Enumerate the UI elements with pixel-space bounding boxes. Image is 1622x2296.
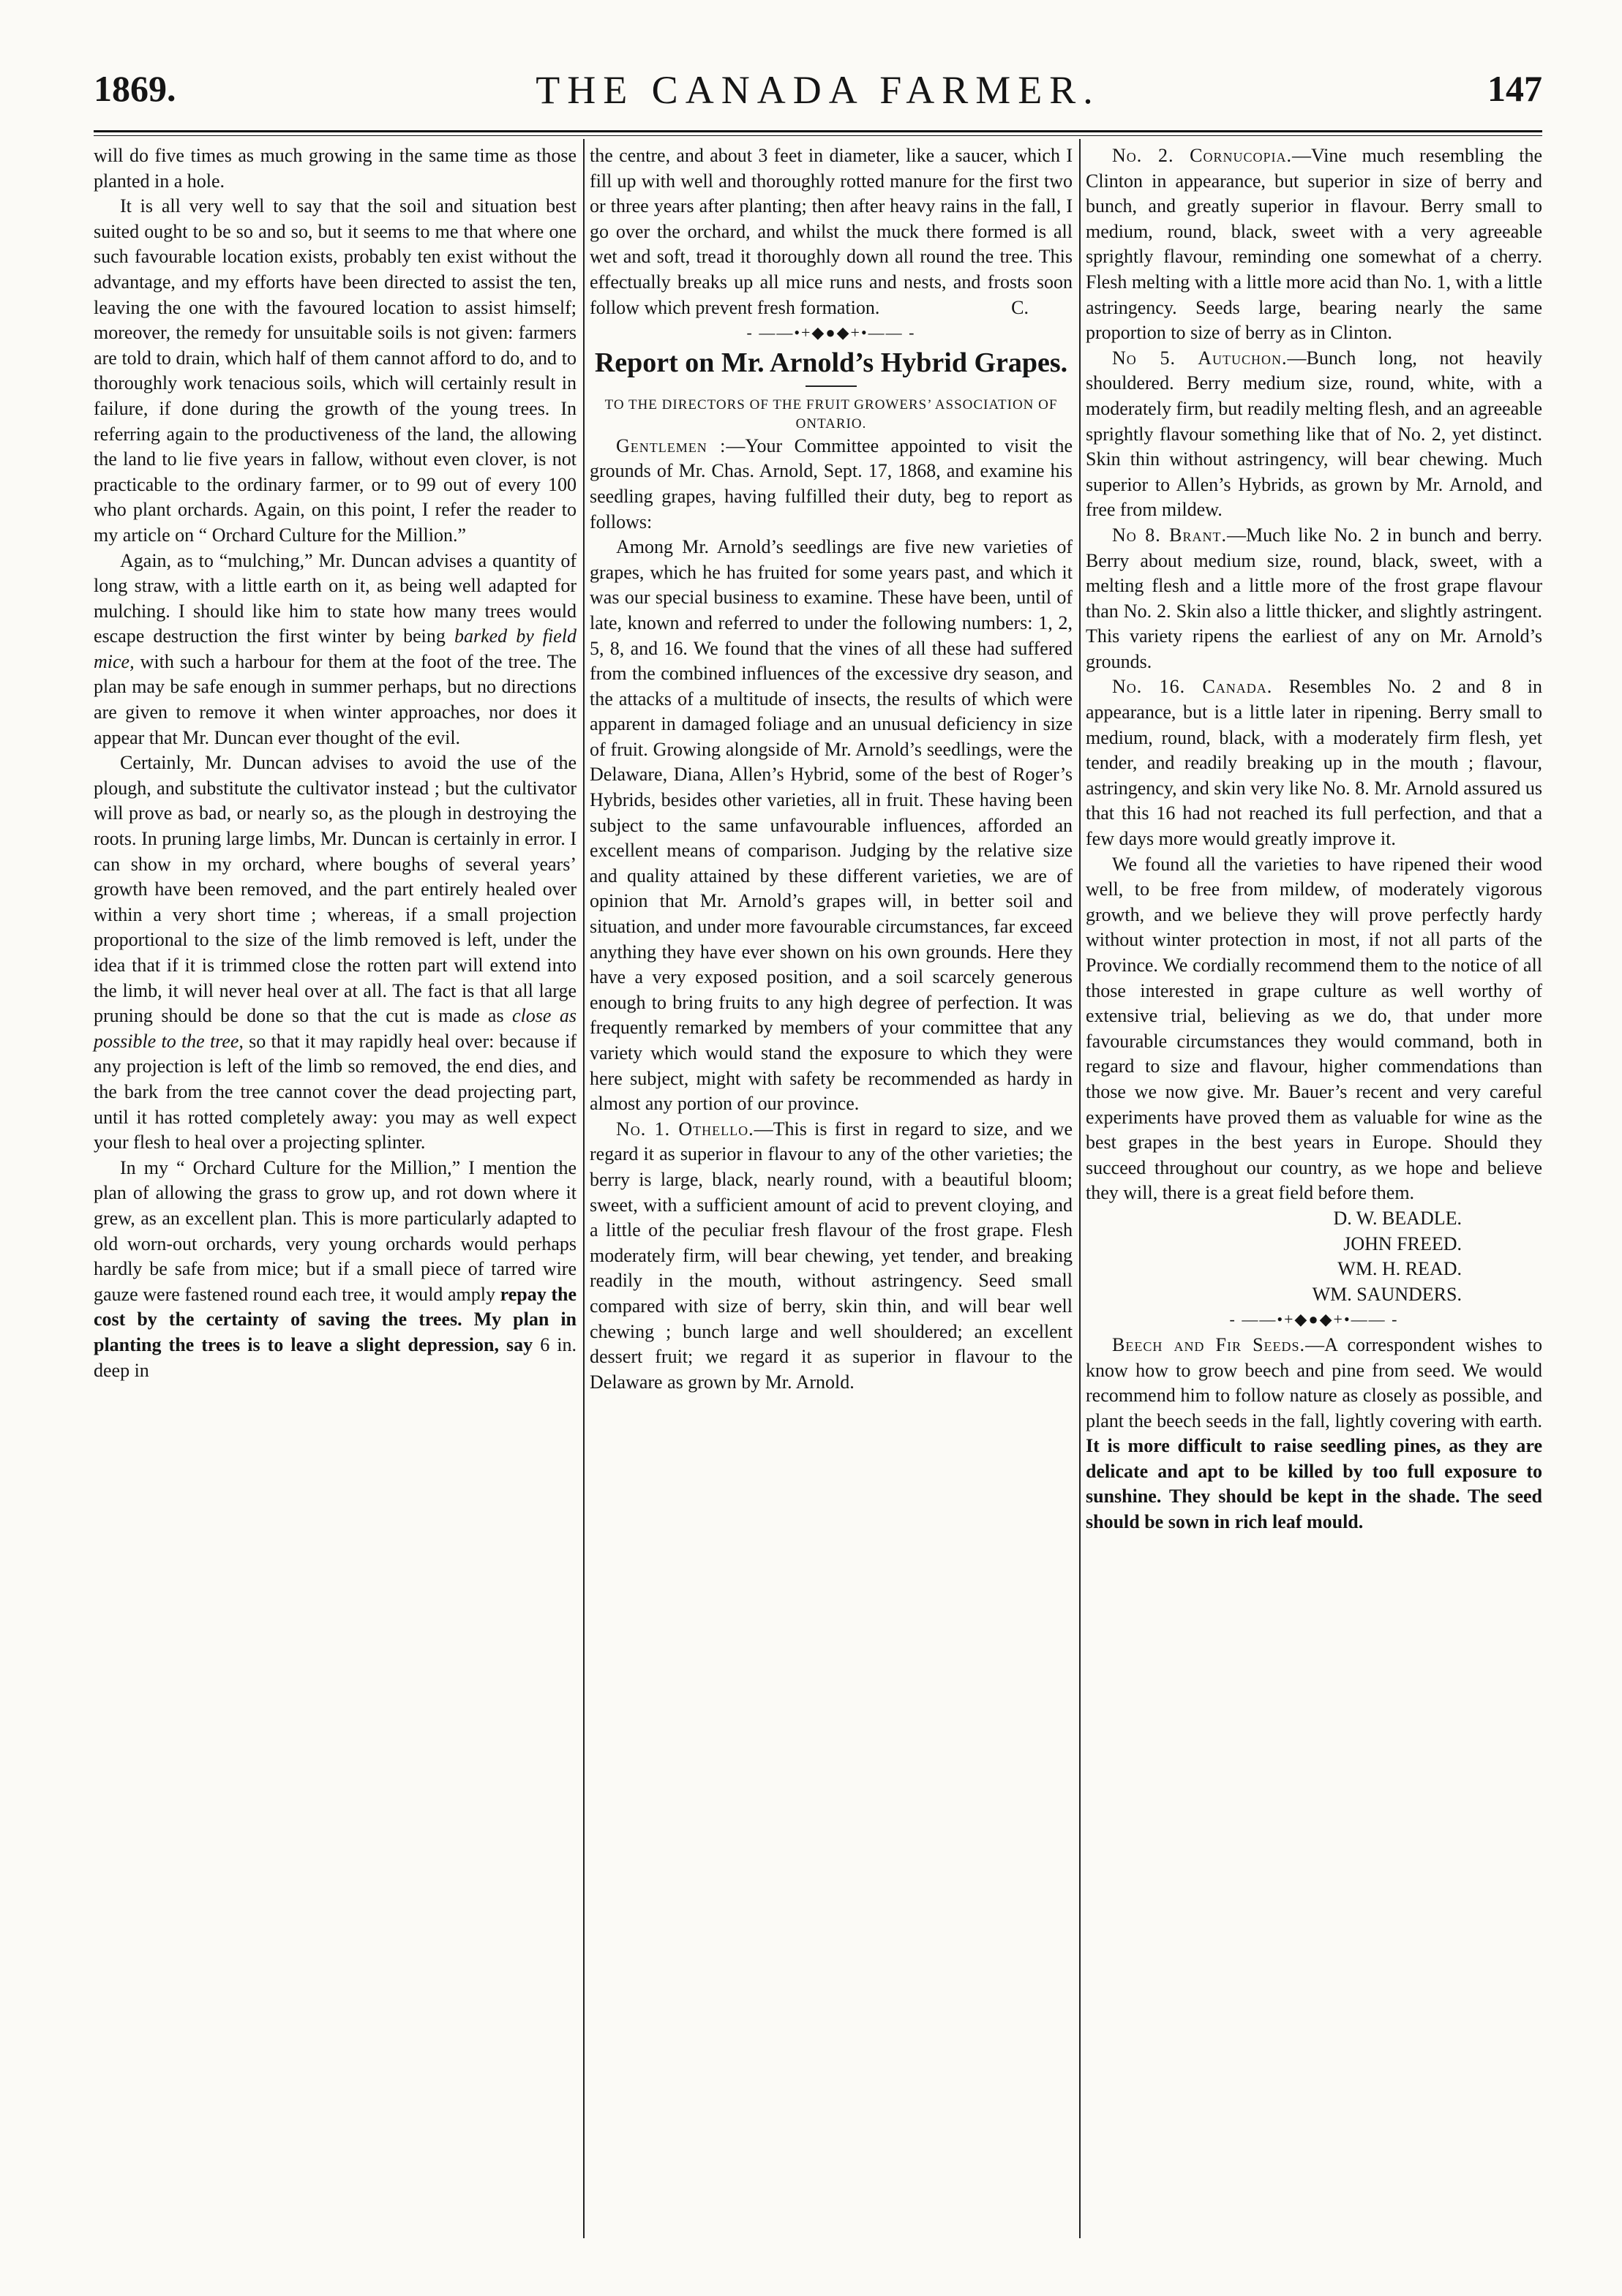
header-rule-thin [94,135,1542,136]
article-headline: Report on Mr. Arnold’s Hybrid Grapes. [594,347,1068,378]
col2-p1-signature: C. [1011,296,1029,318]
signature-4: WM. SAUNDERS. [1312,1283,1462,1305]
headline-rule [806,385,857,387]
col3-paragraph-4 [1086,674,1542,851]
column-divider-1 [583,139,585,2238]
col1-p3-italic: barked by field mice, [94,625,577,672]
col3-p6-lead: Beech and Fir Seeds. [1112,1333,1306,1355]
header-rule [94,130,1542,132]
col3-paragraph-2 [1086,346,1542,523]
col1-p5-bold: repay the cost by the certainty of saving the trees. My plan in planting the trees is to leave a slight depression, say [94,1283,577,1355]
col1-p3-text-a: Again, as to “mulching,” Mr. Duncan advises a quantity of long straw, with a little earth on it, as being well adapted for mulching. I should like him to state how many trees would escape destruction the first winter by being [94,549,577,647]
col1-p4-text-a: Certainly, Mr. Duncan advises to avoid the use of the plough, and substitute the cultivator instead ; but the cultivator will prove as bad, or nearly so, as the plough in destroying the roots. In pruning large limbs, Mr. Duncan is certainly in error. I can show in my orchard, where boughs of several years’ growth have been removed, and the part entirely healed over within a very short time ; whereas, if a small projection proportional to the size of the limb removed is left, under the idea that if it is trimmed close the rotten part will extend into the limb, it will never heal over at all. The fact is that all large pruning should be done so that the cut is made as [94,752,577,1027]
col1-p5-text-a: In my “ Orchard Culture for the Million,” I mention the plan of allowing the grass to grow up, and rot down where it grew, as an excellent plan. This is more particularly adapted to old worn-out orchards, very young orchards would perhaps hardly be safe from mice; but if a small piece of tarred wire gauze were fastened round each tree, it would amply [94,1156,577,1305]
col2-p4-lead: No. 1. Othello. [616,1118,754,1140]
col1-p3-text-b: with such a harbour for them at the foot of the tree. The plan may be safe enough in summer perhaps, but no directions are given to remove it when winter approaches, nor does it appear that Mr. Duncan ever thought of the evil. [94,650,577,748]
section-ornament-2: - ——•+◆●◆+•—— - [1229,1310,1399,1329]
col3-p6-text: —A correspondent wishes to know how to grow beech and pine from seed. We would recommend him to follow nature as closely as possible, and plant the beech seeds in the fall, lightly covering with earth. [1086,1333,1542,1431]
col1-paragraph-1: will do five times as much growing in the same time as those planted in a hole. [94,145,577,192]
col1-paragraph-4 [94,750,577,1156]
col3-paragraph-5: We found all the varieties to have ripened their wood well, to be free from mildew, of moderately vigorous growth, and we believe they will prove perfectly hardy without winter protection in most, if not all parts of the Province. We cordially recommend them to the notice of all those interested in grape culture as well worthy of extensive trial, believing as we do, that under more favourable circumstances they would command, both in regard to size and flavour, higher commendations than those we now give. Mr. Bauer’s recent and very careful experiments have proved them as valuable for wine as the best grapes in the best years in Europe. Should they succeed throughout our country, as we hope and believe they will, there is a great field before them. [1086,853,1542,1204]
header-title: THE CANADA FARMER. [536,68,1100,112]
col3-p3-lead: No 8. Brant. [1112,524,1227,546]
col3-p1-lead: No. 2. Cornucopia. [1112,145,1292,166]
col3-paragraph-1 [1086,143,1542,346]
col1-p4-text-b: so that it may rapidly heal over: because if any projection is left of the limb so removed, the end dies, and the bark from the tree cannot cover the dead projecting part, until it has rotted completely away: you may as well expect your flesh to heal over a projecting splinter. [94,1030,577,1153]
col2-paragraph-1 [590,143,1073,320]
signature-3: WM. H. READ. [1337,1258,1462,1280]
col1-paragraph-5 [94,1156,577,1383]
col3-paragraph-6 [1086,1333,1542,1535]
column-3 [1086,143,1542,1535]
col3-p2-text: —Bunch long, not heavily shouldered. Berry medium size, round, white, with a moderately firm, but readily melting flesh, and an agreeable sprightly flavour something like that of No. 2, yet distinct. Skin thin without astringency, will bear chewing. Much superior to Allen’s Hybrids, as grown by Mr. Arnold, and free from mildew. [1086,347,1542,521]
col3-p2-lead: No 5. Autuchon. [1112,347,1288,369]
page-header [94,67,1542,126]
col1-p5-text-b: 6 in. deep in [94,1333,577,1381]
signature-1: D. W. BEADLE. [1333,1207,1462,1229]
col3-p6-bold: It is more difficult to raise seedling pines, as they are delicate and apt to be killed by too full exposure to sunshine. They should be kept in the shade. The seed should be sown in rich leaf mould. [1086,1435,1542,1533]
col2-p2-text: —Your Committee appointed to visit the grounds of Mr. Chas. Arnold, Sept. 17, 1868, and examine his seedling grapes, having fulfilled their duty, beg to report as follows: [590,434,1073,532]
col2-paragraph-4 [590,1117,1073,1396]
col3-p1-text: —Vine much resembling the Clinton in appearance, but superior in size of berry and bunch, and greatly superior in flavour. Berry small to medium, round, black, sweet with a very agreeable sprightly flavour, reminding one somewhat of a cherry. Flesh melting with a little more acid than No. 1, with a little astringency. Seeds large, bearing nearly the same proportion to size of berry as in Clinton. [1086,145,1542,344]
column-divider-2 [1079,139,1081,2238]
column-2 [590,143,1073,1395]
col3-paragraph-3 [1086,523,1542,675]
col2-p1-text: the centre, and about 3 feet in diameter, like a saucer, which I fill up with well and thoroughly rotted manure for the first two or three years after planting; then after heavy rains in the fall, I go over the orchard, and whilst the muck there formed is all wet and soft, tread it thoroughly down all round the tree. This effectually breaks up all mice runs and nests, and frosts soon follow which prevent fresh formation. [590,145,1073,318]
section-ornament: - ——•+◆●◆+•—— - [746,323,916,342]
column-1 [94,143,577,1383]
header-page-number: 147 [1487,68,1542,109]
col2-paragraph-2 [590,434,1073,535]
col3-p4-text: Resembles No. 2 and 8 in appearance, but is a little later in ripening. Berry small to medium, round, black, with a moderately firm flesh, yet tender, and readily breaking up in the mouth ; flavour, astringency, and skin very like No. 8. Mr. Arnold assured us that this 16 had not reached its full perfection, and that a few days more would greatly improve it. [1086,676,1542,850]
col3-p4-lead: No. 16. Canada. [1112,676,1273,698]
col3-p3-text: —Much like No. 2 in bunch and berry. Berry about medium size, round, black, sweet, with a melting flesh and a little more of the frost grape flavour than No. 2. Skin also a little thicker, and slightly astringent. This variety ripens the earliest of any on Mr. Arnold’s grounds. [1086,524,1542,672]
header-year: 1869. [94,68,176,109]
col2-paragraph-3: Among Mr. Arnold’s seedlings are five new varieties of grapes, which he has fruited for some years past, and which it was our special business to examine. These have been, until of late, known and referred to under the following numbers: 1, 2, 5, 8, and 16. We found that the vines of all these had suffered from the combined influences of the excessive dry season, and the attacks of a multitude of insects, the results of which were apparent in damaged foliage and an unusual deficiency in size of fruit. Growing alongside of Mr. Arnold’s seedlings, were the Delaware, Diana, Allen’s Hybrid, some of the best of Roger’s Hybrids, besides other varieties, all in fruit. These having been subject to the same unfavourable influences, afforded an excellent means of comparison. Judging by the relative size and quality attained by these different varieties, we are of opinion that Mr. Arnold’s grapes will, in better soil and situation, and under more favourable circumstances, far exceed anything they have ever shown on his own grounds. Here they have a very exposed position, and a soil scarcely generous enough to bring fruits to any high degree of perfection. It was frequently remarked by members of your committee that any variety which would stand the exposure to which they were here subject, might with safety be recommended as hardy in almost any portion of our province. [590,536,1073,1115]
signature-2: JOHN FREED. [1343,1232,1462,1254]
col2-p4-text: —This is first in regard to size, and we regard it as superior in flavour to any of the other varieties; the berry is large, black, nearly round, with a beautiful bloom; sweet, with a sufficient amount of acid to prevent cloying, and a little of the peculiar fresh flavour of the frost grape. Flesh moderately firm, will bear chewing, yet tender, and breaking readily in the mouth, without astringency. Seed small compared with size of berry, skin thin, and will bear well chewing ; bunch large and well shouldered; an excellent dessert fruit; we regard it as superior in flavour to the Delaware as grown by Mr. Arnold. [590,1118,1073,1393]
article-address: TO THE DIRECTORS OF THE FRUIT GROWERS’ ASSOCIATION OF ONTARIO. [604,396,1058,432]
col1-p4-italic: close as possible to the tree, [94,1005,577,1052]
col1-paragraph-2: It is all very well to say that the soil and situation best suited ought to be so and so, but it seems to me that where one such favourable location exists, probably ten exist without the advantage, and my efforts have been directed to assist the ten, leaving the one with the favoured location to assist himself; moreover, the remedy for unsuitable soils is not given: farmers are told to drain, which half of them cannot afford to do, and to thoroughly work tenacious soils, which will certainly result in failure, if done during the growth of the young trees. In referring again to the productiveness of the land, the allowing the land to lie five years in fallow, without even clover, is not practicable to the ordinary farmer, or to 99 out of every 100 who plant orchards. Again, on this point, I refer the reader to my article on “ Orchard Culture for the Million.” [94,195,577,546]
col1-paragraph-3 [94,549,577,751]
col2-p2-lead: Gentlemen : [616,434,726,456]
